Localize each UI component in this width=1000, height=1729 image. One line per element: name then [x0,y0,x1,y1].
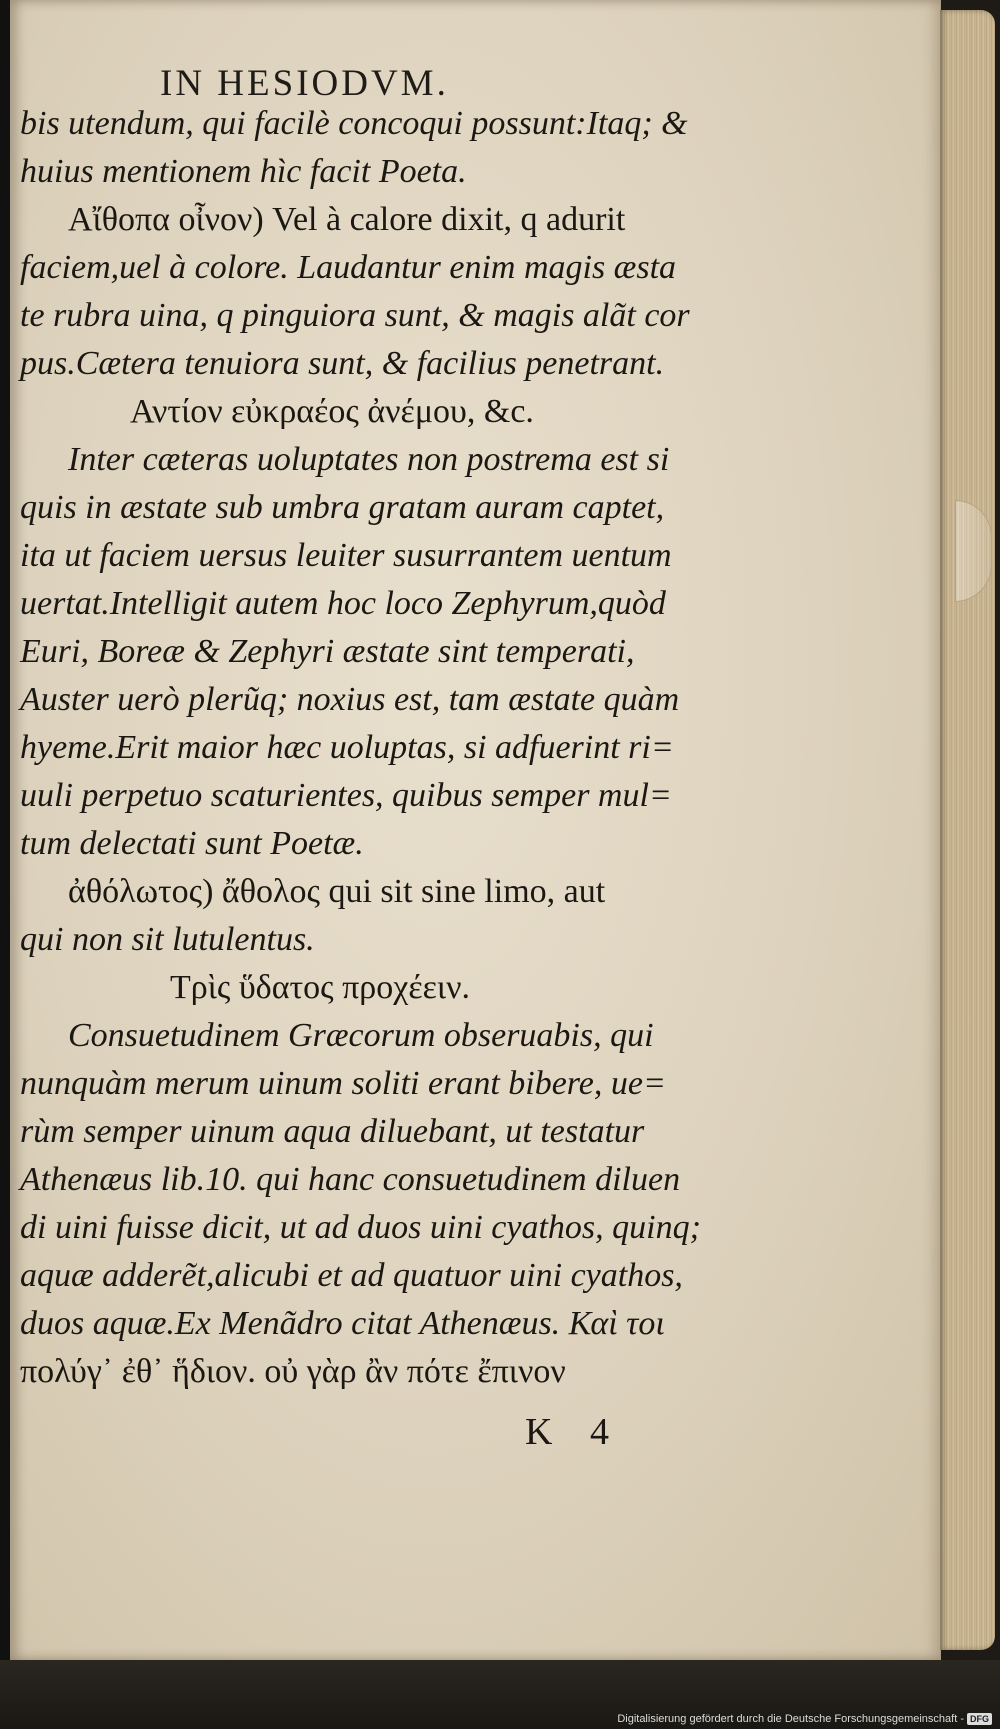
text-line: Euri, Boreæ & Zephyri æstate sint temperati, [20,633,635,670]
text-line: Αντίον εὐκραέος ἀνέμου, &c. [130,393,534,430]
text-line: ἀθόλωτος) ἄθολος qui sit sine limo, aut [68,873,606,910]
text-line: Αἴθοπα οἶνον) Vel à calore dixit, q adurit [68,201,626,238]
signature-mark: K 4 [525,1411,623,1453]
text-line: di uini fuisse dicit, ut ad duos uini cyathos, quinq; [20,1209,701,1246]
text-line: Inter cæteras uoluptates non postrema est si [68,441,670,478]
text-line: duos aquæ.Ex Menãdro citat Athenæus. Καὶ τοι [20,1305,665,1342]
text-line: pus.Cætera tenuiora sunt, & facilius penetrant. [20,345,665,382]
digitization-credit [617,1713,992,1725]
text-line: aquæ adderẽt,alicubi et ad quatuor uini cyathos, [20,1257,683,1294]
text-line: qui non sit lutulentus. [20,921,315,958]
running-title: IN HESIODVM. [160,63,449,104]
body-text [20,100,720,1396]
text-line: faciem,uel à colore. Laudantur enim magis æsta [20,249,677,286]
text-line: ita ut faciem uersus leuiter susurrantem uentum [20,537,672,574]
text-line: Consuetudinem Græcorum obseruabis, qui [68,1017,654,1054]
text-line: quis in æstate sub umbra gratam auram captet, [20,489,665,526]
text-line: Τρὶς ὕδατος προχέειν. [170,969,470,1006]
credit-text: Digitalisierung gefördert durch die Deutsche Forschungsgemeinschaft - [617,1713,964,1725]
text-line: Athenæus lib.10. qui hanc consuetudinem diluen [20,1161,681,1198]
text-line: te rubra uina, q pinguiora sunt, & magis alãt cor [20,297,690,334]
text-line: πολύγ᾽ ἐθ᾽ ἥδιον. οὐ γὰρ ἂν πότε ἔπινον [20,1353,566,1390]
text-line: rùm semper uinum aqua diluebant, ut testatur [20,1113,645,1150]
text-line: huius mentionem hìc facit Poeta. [20,153,467,190]
text-line: tum delectati sunt Poetæ. [20,825,364,862]
text-line: hyeme.Erit maior hæc uoluptas, si adfuerint ri= [20,729,674,766]
text-line: bis utendum, qui facilè concoqui possunt:Itaq; & [20,105,688,142]
text-line: Auster uerò plerũq; noxius est, tam æstate quàm [20,681,680,718]
text-line: uertat.Intelligit autem hoc loco Zephyrum,quòd [20,585,666,622]
text-line: nunquàm merum uinum soliti erant bibere, ue= [20,1065,666,1102]
book-fore-edge [940,10,995,1650]
text-line: uuli perpetuo scaturientes, quibus semper mul= [20,777,672,814]
dfg-logo: DFG [967,1713,992,1725]
